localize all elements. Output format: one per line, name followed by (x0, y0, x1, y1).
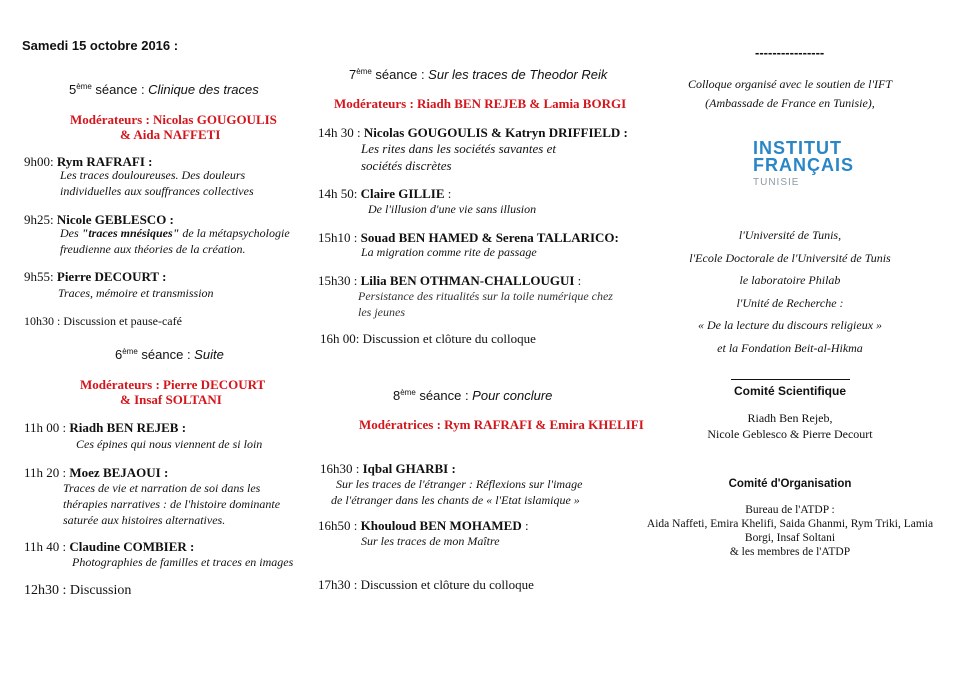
talk-speaker: Lilia BEN OTHMAN-CHALLOUGUI (360, 273, 575, 288)
member-line: Aida Naffeti, Emira Khelifi, Saida Ghanmi, Rym Triki, Lamia (646, 518, 934, 530)
session-ordinal: ème (400, 388, 416, 397)
session-8-moderators: Modératrices : Rym RAFRAFI & Emira KHELIFI (359, 417, 644, 432)
talk-item (24, 269, 166, 285)
session-6-heading (115, 347, 224, 362)
session-5-moderators-1: Modérateurs : Nicolas GOUGOULIS (70, 112, 277, 127)
session-label: séance : (91, 82, 149, 97)
session-5-moderators-2: & Aida NAFFETI (120, 127, 221, 142)
talk-description (72, 554, 293, 570)
talk-speaker: Rym RAFRAFI : (56, 154, 153, 169)
member-line: & les membres de l'ATDP (729, 546, 851, 558)
session-number: 8 (393, 388, 401, 403)
session-title: Sur les traces de Theodor Reik (428, 67, 608, 82)
member-line: Borgi, Insaf Soltani (744, 532, 836, 544)
talk-item (320, 461, 456, 477)
talk-speaker: Pierre DECOURT : (56, 269, 167, 284)
talk-colon: : (574, 273, 582, 288)
talk-description (368, 202, 536, 217)
divider (731, 379, 850, 380)
support-statement (662, 75, 918, 113)
session-title: Clinique des traces (148, 82, 259, 97)
talk-time: 11h 00 : (24, 420, 70, 435)
closing-item: 17h30 : Discussion et clôture du colloque (318, 577, 534, 592)
talk-description-line: thérapies narratives : de l'histoire dominante (63, 497, 281, 511)
talk-description (331, 476, 582, 508)
institut-francais-logo (753, 140, 854, 191)
session-label: séance : (371, 67, 429, 82)
talk-description (63, 480, 280, 528)
talk-time: 11h 40 : (24, 539, 70, 554)
text-fragment-bold: "traces mnésiques" (81, 226, 180, 240)
session-7-moderators: Modérateurs : Riadh BEN REJEB & Lamia BORGI (334, 96, 627, 111)
talk-description (58, 285, 214, 301)
talk-speaker: Moez BEJAOUI : (69, 465, 169, 480)
session-ordinal: ème (122, 347, 138, 356)
member-line: Nicole Geblesco & Pierre Decourt (707, 427, 873, 441)
talk-time: 16h30 : (320, 461, 363, 476)
talk-speaker: Nicole GEBLESCO : (56, 212, 174, 227)
talk-description-line: sociétés discrètes (361, 158, 452, 173)
talk-description (60, 167, 254, 199)
talk-description (361, 534, 500, 549)
break-item: 10h30 : Discussion et pause-café (24, 314, 182, 328)
session-6-moderators-1: Modérateurs : Pierre DECOURT (80, 377, 266, 392)
talk-description-line: Traces, mémoire et transmission (58, 286, 214, 300)
session-number: 6 (115, 347, 123, 362)
talk-item (24, 465, 168, 481)
program-date: Samedi 15 octobre 2016 : (22, 38, 179, 53)
talk-time: 16h50 : (318, 518, 361, 533)
talk-speaker: Nicolas GOUGOULIS & Katryn DRIFFIELD : (363, 125, 628, 140)
logo-text: INSTITUT (753, 138, 842, 158)
talk-description-line: freudienne aux théories de la création. (60, 242, 246, 256)
session-5-heading (69, 82, 259, 97)
session-number: 7 (349, 67, 357, 82)
scientific-committee-title: Comité Scientifique (733, 384, 846, 398)
talk-speaker: Claire GILLIE (360, 186, 445, 201)
talk-speaker: Iqbal GHARBI : (362, 461, 456, 476)
session-6-moderators-2: & Insaf SOLTANI (120, 392, 222, 407)
talk-speaker: Souad BEN HAMED & Serena TALLARICO: (360, 230, 619, 245)
talk-item (318, 518, 529, 534)
talk-description-line: saturée aux histoires alternatives. (63, 513, 226, 527)
discussion-item: 12h30 : Discussion (24, 583, 132, 598)
talk-colon: : (444, 186, 452, 201)
talk-speaker: Riadh BEN REJEB : (69, 420, 187, 435)
talk-time: 9h25: (24, 212, 57, 227)
text-fragment: Des (60, 226, 82, 240)
partner-line: l'Ecole Doctorale de l'Université de Tunis (689, 250, 891, 265)
talk-description (76, 436, 262, 452)
organizing-committee-title: Comité d'Organisation (728, 478, 852, 490)
talk-description-line: de l'étranger dans les chants de « l'Etat islamique » (331, 493, 580, 507)
partner-line: « De la lecture du discours religieux » (697, 318, 883, 332)
talk-description-line: Sur les traces de l'étranger : Réflexions sur l'image (336, 477, 583, 491)
session-7-heading (349, 67, 607, 82)
member-line: Riadh Ben Rejeb, (747, 411, 833, 425)
talk-description-line: Traces de vie et narration de soi dans les (63, 481, 261, 495)
talk-description-line: Ces épines qui nous viennent de si loin (76, 437, 263, 451)
separator-dashes: ---------------- (755, 45, 825, 60)
talk-description (361, 245, 537, 260)
talk-item (24, 420, 186, 436)
talk-item (318, 273, 581, 289)
talk-description (358, 288, 613, 320)
session-ordinal: ème (356, 67, 372, 76)
session-label: séance : (415, 388, 473, 403)
talk-description-line: Les rites dans les sociétés savantes et (361, 141, 556, 156)
talk-speaker: Khouloud BEN MOHAMED (360, 518, 522, 533)
support-line: (Ambassade de France en Tunisie), (705, 96, 875, 110)
session-ordinal: ème (76, 82, 92, 91)
talk-description-line: les jeunes (358, 305, 405, 319)
talk-speaker: Claudine COMBIER : (69, 539, 195, 554)
talk-description (60, 225, 290, 257)
talk-description-line (60, 225, 290, 241)
talk-description (361, 140, 556, 174)
session-title: Pour conclure (472, 388, 553, 403)
talk-description-line: Persistance des ritualités sur la toile numérique chez (358, 289, 613, 303)
text-fragment: de la métapsychologie (179, 226, 290, 240)
talk-description-line: individuelles aux souffrances collectives (60, 184, 254, 198)
talk-description-line: Photographies de familles et traces en images (72, 555, 294, 569)
partner-line: et la Fondation Beit-al-Hikma (717, 340, 863, 355)
talk-item (318, 230, 619, 246)
partner-line: l'Université de Tunis, (738, 228, 842, 242)
talk-time: 15h30 : (318, 273, 361, 288)
session-title: Suite (194, 347, 224, 362)
talk-colon: : (521, 518, 529, 533)
talk-item (24, 539, 194, 555)
talk-time: 9h00: (24, 154, 57, 169)
talk-item (318, 186, 451, 202)
session-label: séance : (137, 347, 195, 362)
talk-time: 14h 50: (318, 186, 361, 201)
partner-line: le laboratoire Philab (739, 273, 841, 287)
member-line: Bureau de l'ATDP : (745, 504, 835, 516)
talk-description-line: La migration comme rite de passage (361, 245, 537, 259)
talk-time: 11h 20 : (24, 465, 70, 480)
talk-time: 9h55: (24, 269, 57, 284)
talk-description-line: De l'illusion d'une vie sans illusion (368, 202, 537, 216)
session-number: 5 (69, 82, 77, 97)
talk-description-line: Sur les traces de mon Maître (361, 534, 500, 548)
scientific-committee-members (662, 410, 918, 442)
support-line: Colloque organisé avec le soutien de l'IFT (687, 77, 893, 91)
talk-time: 15h10 : (318, 230, 361, 245)
logo-subtext: TUNISIE (753, 177, 800, 188)
partner-line: l'Unité de Recherche : (736, 295, 844, 310)
talk-item (318, 125, 628, 141)
closing-item: 16h 00: Discussion et clôture du colloque (320, 331, 536, 346)
organizing-committee-members (640, 503, 940, 559)
partners-list (662, 224, 918, 359)
logo-text: FRANÇAIS (753, 155, 854, 175)
talk-description-line: Les traces douloureuses. Des douleurs (60, 168, 246, 182)
talk-time: 14h 30 : (318, 125, 364, 140)
session-8-heading (393, 388, 552, 403)
